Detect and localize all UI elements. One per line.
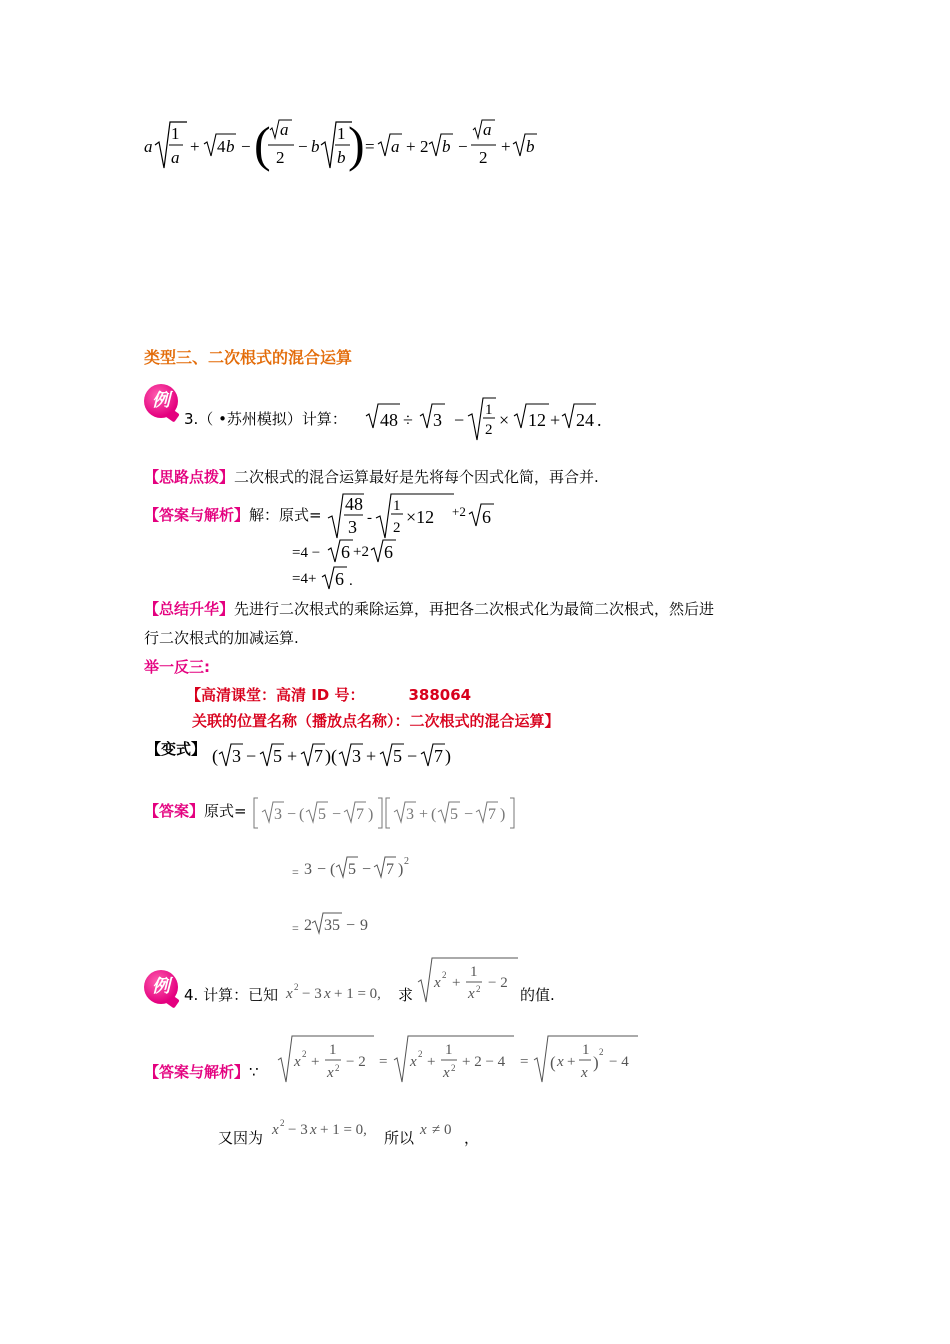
svg-text:+: + <box>366 746 377 766</box>
hd-line2: 关联的位置名称（播放点名称）：二次根式的混合运算】 <box>192 712 560 730</box>
svg-text:1: 1 <box>485 402 493 418</box>
svg-text:5: 5 <box>393 746 402 766</box>
svg-text:x: x <box>443 1065 450 1081</box>
svg-text:(: ( <box>550 1053 556 1072</box>
svg-text:− 2: − 2 <box>346 1054 366 1070</box>
svg-text:6: 6 <box>341 542 350 562</box>
svg-text:+2: +2 <box>353 544 369 560</box>
svg-text:(: ( <box>330 861 336 878</box>
svg-text:− 3: − 3 <box>288 1122 308 1138</box>
summary-text1: 先进行二次根式的乘除运算，再把各二次根式化为最简二次根式，然后进 <box>234 600 715 618</box>
svg-text:x: x <box>310 1122 317 1138</box>
svg-text:1: 1 <box>393 498 401 514</box>
svg-text:48: 48 <box>345 494 363 514</box>
answer4-line2-end: ， <box>464 1129 480 1147</box>
svg-text:−: − <box>454 410 465 430</box>
svg-text:+: + <box>311 1054 320 1070</box>
because-symbol: ∵ <box>249 1063 259 1081</box>
svg-text:−: − <box>362 861 372 878</box>
answer3-lead: 解：原式= <box>249 506 322 524</box>
svg-text:a: a <box>280 120 289 139</box>
svg-text:.: . <box>597 410 602 430</box>
example4-condition <box>284 980 398 1004</box>
svg-text:=: = <box>520 1054 529 1070</box>
svg-text:2: 2 <box>276 148 285 167</box>
svg-text:−: − <box>317 861 327 878</box>
svg-text:×: × <box>499 410 510 430</box>
svg-text:24: 24 <box>576 410 594 430</box>
variant-answer-line3 <box>292 910 392 938</box>
svg-text:): ) <box>593 1053 599 1072</box>
svg-text:2: 2 <box>599 1047 604 1057</box>
practice-title: 举一反三: <box>144 658 210 676</box>
variant-answer-lead: 原式= <box>204 802 247 820</box>
variant-expression <box>212 740 462 770</box>
answer3-line3 <box>292 563 372 591</box>
svg-text:=: = <box>365 137 375 156</box>
svg-text:x: x <box>468 986 475 1002</box>
example4-badge-icon: 例 <box>144 970 178 1004</box>
svg-text:2: 2 <box>302 1049 307 1059</box>
svg-text:b: b <box>442 137 451 156</box>
hd-label: 【高清课堂：高清 ID 号： <box>186 686 365 704</box>
svg-text:−: − <box>287 806 297 823</box>
svg-text:48: 48 <box>380 410 398 430</box>
svg-text:+2: +2 <box>452 504 466 519</box>
answer4-line2-res <box>418 1118 464 1142</box>
svg-text:): ) <box>445 746 451 766</box>
svg-text:3: 3 <box>348 517 357 537</box>
svg-text:-: - <box>367 510 372 526</box>
svg-text:x: x <box>420 1122 427 1138</box>
svg-text:)(: )( <box>325 746 337 766</box>
example-badge-icon: 例 <box>144 384 178 418</box>
summary-label: 【总结升华】 <box>144 600 235 618</box>
variant-answer-line1 <box>250 794 530 834</box>
svg-text:6: 6 <box>482 507 491 527</box>
svg-text:+: + <box>567 1054 576 1070</box>
svg-text:(: ( <box>299 806 305 823</box>
svg-text:5: 5 <box>273 746 282 766</box>
svg-text:=: = <box>292 865 299 879</box>
svg-text:+ 1 = 0,: + 1 = 0, <box>334 986 381 1002</box>
svg-text:9: 9 <box>360 917 368 934</box>
variant-answer-label: 【答案】 <box>144 802 205 820</box>
top-formula <box>140 112 540 182</box>
summary-row1 <box>144 598 714 619</box>
answer3-lead-row <box>144 504 322 525</box>
svg-text:−: − <box>332 806 342 823</box>
svg-text:(: ( <box>254 116 271 172</box>
svg-text:3: 3 <box>274 806 282 823</box>
svg-text:−: − <box>241 137 251 156</box>
svg-text:2: 2 <box>335 1063 340 1073</box>
svg-text:12: 12 <box>528 410 546 430</box>
svg-text:7: 7 <box>386 861 394 878</box>
svg-text:a: a <box>391 137 400 156</box>
svg-text:+ 2 − 4: + 2 − 4 <box>462 1054 506 1070</box>
svg-text:b: b <box>526 137 535 156</box>
svg-text:− 2: − 2 <box>488 975 508 991</box>
example3-prefix: 3.（ •苏州模拟）计算： <box>184 410 347 428</box>
example4-ask: 求 <box>398 986 414 1004</box>
answer4-line2-mid: 所以 <box>384 1129 415 1147</box>
answer3-line1 <box>326 490 506 540</box>
svg-text:+: + <box>406 137 416 156</box>
svg-text:−: − <box>407 746 418 766</box>
svg-text:2: 2 <box>393 520 401 536</box>
svg-text:+: + <box>501 137 511 156</box>
hd-id: 388064 <box>408 686 472 704</box>
svg-text:1: 1 <box>171 124 180 143</box>
svg-text:): ) <box>348 116 365 172</box>
svg-text:a: a <box>171 148 180 167</box>
svg-text:3: 3 <box>352 746 361 766</box>
svg-text:−: − <box>246 746 257 766</box>
answer4-line2-cond <box>270 1118 384 1142</box>
svg-text:2: 2 <box>418 1049 423 1059</box>
svg-text:3: 3 <box>406 806 414 823</box>
svg-text:7: 7 <box>356 806 364 823</box>
answer4-label: 【答案与解析】 <box>144 1063 250 1081</box>
svg-text:x: x <box>286 986 293 1002</box>
svg-text:): ) <box>500 806 506 823</box>
svg-text:1: 1 <box>470 964 478 980</box>
svg-text:x: x <box>434 975 441 991</box>
svg-text:1: 1 <box>337 124 346 143</box>
answer4-row <box>144 1061 259 1082</box>
svg-text:+ 1 = 0,: + 1 = 0, <box>320 1122 367 1138</box>
hint-text: 二次根式的混合运算最好是先将每个因式化简，再合并. <box>234 468 599 486</box>
svg-text:+: + <box>190 137 200 156</box>
svg-text:2: 2 <box>294 982 299 992</box>
hint-paragraph <box>144 466 599 487</box>
svg-text:+: + <box>550 410 561 430</box>
svg-text:+: + <box>419 806 429 823</box>
svg-text:a: a <box>144 137 153 156</box>
svg-text:x: x <box>272 1122 279 1138</box>
svg-text:6: 6 <box>384 542 393 562</box>
variant-answer-line2 <box>292 852 432 884</box>
example4-prefix: 4. 计算：已知 <box>184 986 279 1004</box>
answer4-line2-pre: 又因为 <box>218 1129 264 1147</box>
svg-text:+: + <box>427 1054 436 1070</box>
svg-text:x: x <box>410 1054 417 1070</box>
svg-text:1: 1 <box>329 1042 337 1058</box>
svg-text:3: 3 <box>232 746 241 766</box>
svg-text:2: 2 <box>420 137 429 156</box>
svg-text:x: x <box>581 1065 588 1081</box>
svg-text:3: 3 <box>304 861 312 878</box>
svg-text:1: 1 <box>582 1042 590 1058</box>
answer4-equation <box>276 1030 642 1088</box>
svg-text:7: 7 <box>434 746 443 766</box>
svg-text:− 4: − 4 <box>609 1054 629 1070</box>
svg-text:2: 2 <box>404 856 409 867</box>
svg-text:2: 2 <box>476 984 481 994</box>
svg-text:2: 2 <box>442 970 447 980</box>
svg-text:5: 5 <box>348 861 356 878</box>
example4-suffix: 的值. <box>520 986 555 1004</box>
svg-text:b: b <box>226 137 235 156</box>
svg-text:x: x <box>294 1054 301 1070</box>
svg-text:x: x <box>557 1054 564 1070</box>
svg-text:4: 4 <box>217 137 226 156</box>
svg-text:6: 6 <box>335 569 344 589</box>
svg-text:(: ( <box>212 746 218 766</box>
svg-text:5: 5 <box>318 806 326 823</box>
svg-text:b: b <box>337 148 346 167</box>
svg-text:(: ( <box>431 806 437 823</box>
svg-text:=4 −: =4 − <box>292 545 321 561</box>
variant-answer-row <box>144 800 247 821</box>
svg-text:b: b <box>311 137 320 156</box>
svg-text:2: 2 <box>304 917 312 934</box>
summary-text2: 行二次根式的加减运算. <box>144 629 299 647</box>
svg-text:×12: ×12 <box>406 507 435 527</box>
svg-text:+: + <box>452 975 461 991</box>
answer3-label: 【答案与解析】 <box>144 506 250 524</box>
svg-text:x: x <box>324 986 331 1002</box>
svg-text:a: a <box>483 120 492 139</box>
svg-text:): ) <box>398 861 404 878</box>
svg-text:=: = <box>379 1054 388 1070</box>
example4-target <box>416 952 520 1008</box>
svg-text:−: − <box>464 806 474 823</box>
variant-label: 【变式】 <box>146 740 207 758</box>
svg-text:≠ 0: ≠ 0 <box>432 1122 452 1138</box>
svg-text:2: 2 <box>280 1118 285 1128</box>
svg-text:5: 5 <box>450 806 458 823</box>
svg-text:35: 35 <box>324 917 340 934</box>
hd-line1 <box>186 684 471 705</box>
svg-text:+: + <box>287 746 298 766</box>
section-title: 类型三、二次根式的混合运算 <box>144 348 353 367</box>
svg-text:): ) <box>368 806 374 823</box>
svg-text:2: 2 <box>451 1063 456 1073</box>
svg-text:−: − <box>458 137 468 156</box>
svg-text:7: 7 <box>314 746 323 766</box>
svg-text:2: 2 <box>485 422 493 438</box>
example3-expression <box>364 396 614 442</box>
svg-text:−: − <box>346 917 356 934</box>
svg-text:÷: ÷ <box>403 410 413 430</box>
svg-text:.: . <box>349 573 353 589</box>
svg-text:x: x <box>327 1065 334 1081</box>
svg-text:2: 2 <box>479 148 488 167</box>
svg-text:−: − <box>298 137 308 156</box>
svg-text:7: 7 <box>488 806 496 823</box>
svg-text:1: 1 <box>445 1042 453 1058</box>
svg-text:3: 3 <box>433 410 442 430</box>
svg-text:=4+: =4+ <box>292 571 317 587</box>
svg-text:=: = <box>292 921 299 935</box>
answer3-line2 <box>292 536 412 564</box>
svg-text:− 3: − 3 <box>302 986 322 1002</box>
hint-label: 【思路点拨】 <box>144 468 235 486</box>
